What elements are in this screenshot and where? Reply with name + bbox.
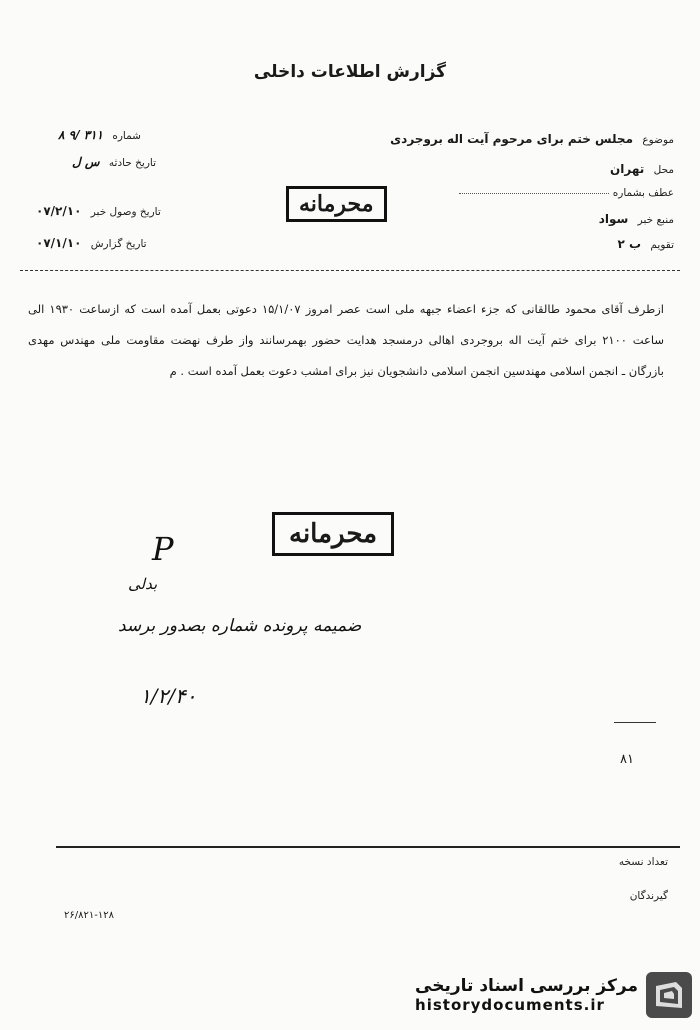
subject-field	[390, 132, 674, 146]
follow-blank	[459, 193, 609, 194]
watermark-name: مرکز بررسی اسناد تاریخی	[415, 976, 638, 996]
page-title: گزارش اطلاعات داخلی	[253, 62, 447, 82]
source-value: سواد	[598, 212, 629, 226]
watermark-text	[415, 976, 638, 1014]
footer-divider	[56, 846, 680, 848]
receipt-date-field	[36, 204, 161, 218]
copies-field	[619, 856, 668, 868]
incident-date-value: س ل	[72, 155, 100, 169]
incident-date-label: تاریخ حادثه	[108, 157, 157, 169]
number-field	[58, 128, 141, 142]
source-label: منبع خبر	[637, 214, 674, 226]
confidential-stamp-top: محرمانه	[286, 186, 387, 222]
evaluation-field	[618, 237, 675, 251]
evaluation-label: تقویم	[650, 239, 674, 251]
recipients-field	[630, 890, 668, 902]
subject-label: موضوع	[642, 134, 674, 146]
report-date-label: تاریخ گزارش	[90, 238, 147, 250]
incident-date-field	[72, 155, 156, 169]
subject-value: مجلس ختم برای مرحوم آیت اله بروجردی	[390, 132, 633, 146]
header-divider	[20, 270, 680, 271]
recipients-label: گیرندگان	[629, 890, 668, 902]
handwritten-note-1: بدلی	[128, 575, 158, 593]
evaluation-value: ب ۲	[617, 237, 642, 251]
archive-logo-icon	[646, 972, 692, 1018]
receipt-date-label: تاریخ وصول خبر	[90, 206, 161, 218]
source-field	[599, 212, 674, 226]
follow-label: عطف بشماره	[612, 187, 674, 199]
handwritten-note-2: ضمیمه پرونده شماره بصدور برسد	[118, 616, 362, 636]
copies-label: تعداد نسخه	[618, 856, 668, 868]
number-value: ۳۱۱ /۹ ۸	[58, 128, 103, 142]
place-value: تهران	[610, 162, 645, 176]
mark-line	[614, 722, 656, 723]
watermark	[415, 972, 692, 1018]
handwritten-date: ۱/۲/۴۰	[140, 684, 197, 708]
form-code: ۲۶/۸۲۱-۱۲۸	[64, 910, 114, 921]
watermark-url: historydocuments.ir	[415, 996, 605, 1014]
report-date-field	[36, 236, 147, 250]
confidential-stamp-middle: محرمانه	[272, 512, 394, 556]
follow-field	[459, 187, 674, 199]
report-body: ازطرف آقای محمود طالقانی که جزء اعضاء جبهه ملی است عصر امروز ۱۵/۱/۰۷ دعوتی بعمل آمده است که ازساعت ۱۹۳۰ الی ساعت ۲۱۰۰ برای ختم آیت اله بروجردی اهالی درمسجد هدایت حضور بهمرسانند واز طرف نهضت مقاومت ملی مهندس مهدی بازرگان ـ انجمن اسلامی مهندسین انجمن اسلامی دانشجویان نیز برای امشب دعوت بعمل آمده است . م	[28, 302, 664, 378]
number-label: شماره	[112, 130, 141, 142]
receipt-date-value: ۰۷/۲/۱۰	[36, 204, 82, 218]
page-mark: ۸۱	[620, 752, 634, 767]
place-field	[610, 162, 674, 176]
report-date-value: ۰۷/۱/۱۰	[36, 236, 82, 250]
place-label: محل	[653, 164, 674, 176]
handwritten-initial: P	[152, 530, 174, 568]
